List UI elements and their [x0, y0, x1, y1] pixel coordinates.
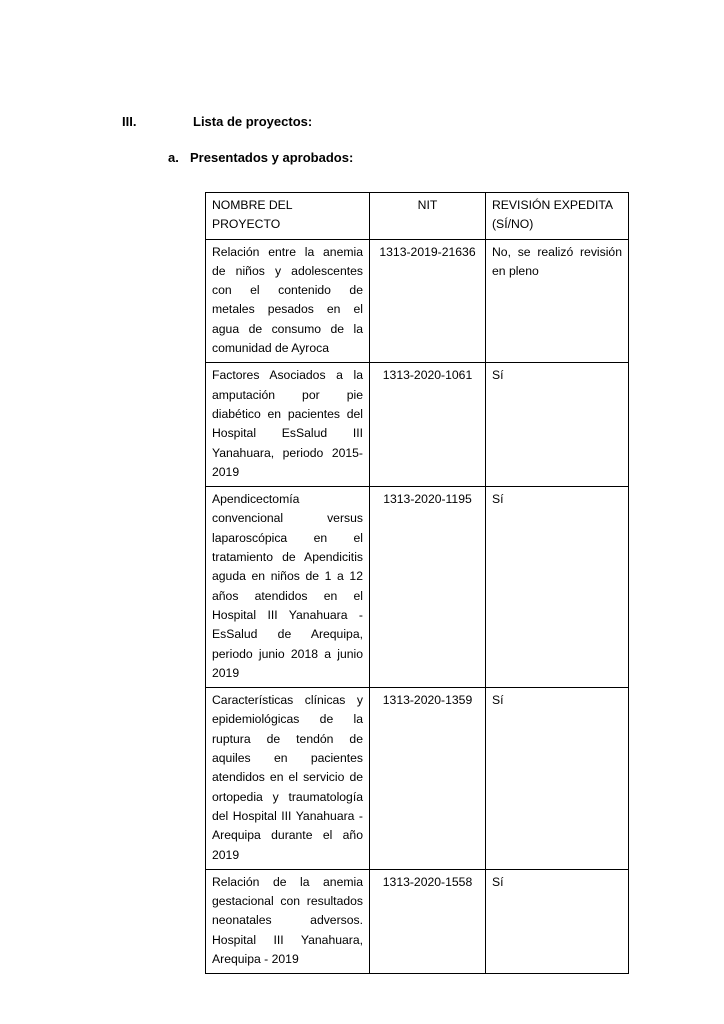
table-row: [206, 363, 629, 487]
section-heading: [122, 114, 312, 129]
project-name-cell: Factores Asociados a la amputación por pie diabético en pacientes del Hospital EsSalud III Yanahuara, periodo 2015-2019: [206, 363, 370, 487]
header-expedited-review: REVISIÓN EXPEDITA (SÍ/NO): [486, 193, 629, 240]
review-cell: Sí: [486, 869, 629, 973]
subsection-title: Presentados y aprobados:: [190, 150, 354, 165]
table-row: [206, 239, 629, 363]
review-cell: Sí: [486, 487, 629, 688]
nit-cell: 1313-2020-1061: [370, 363, 486, 487]
projects-table: [205, 192, 629, 974]
project-name-cell: Relación entre la anemia de niños y adolescentes con el contenido de metales pesados en el agua de consumo de la comunidad de Ayroca: [206, 239, 370, 363]
review-cell: Sí: [486, 363, 629, 487]
project-name-cell: Relación de la anemia gestacional con resultados neonatales adversos. Hospital III Yanahuara, Arequipa - 2019: [206, 869, 370, 973]
table-row: [206, 688, 629, 870]
subsection-letter: a.: [168, 150, 179, 165]
header-project-name: NOMBRE DEL PROYECTO: [206, 193, 370, 240]
nit-cell: 1313-2019-21636: [370, 239, 486, 363]
nit-cell: 1313-2020-1195: [370, 487, 486, 688]
project-name-cell: Apendicectomía convencional versus laparoscópica en el tratamiento de Apendicitis aguda en niños de 1 a 12 años atendidos en el Hospital III Yanahuara - EsSalud de Arequipa, periodo junio 2018 a junio 2019: [206, 487, 370, 688]
nit-cell: 1313-2020-1558: [370, 869, 486, 973]
section-number: III.: [122, 114, 137, 129]
nit-cell: 1313-2020-1359: [370, 688, 486, 870]
header-nit: NIT: [370, 193, 486, 240]
table-row: [206, 487, 629, 688]
review-cell: Sí: [486, 688, 629, 870]
table-row: [206, 869, 629, 973]
subsection-heading: [168, 150, 353, 165]
project-name-cell: Características clínicas y epidemiológicas de la ruptura de tendón de aquiles en pacientes atendidos en el servicio de ortopedia y traumatología del Hospital III Yanahuara - Arequipa durante el año 2019: [206, 688, 370, 870]
table-header-row: [206, 193, 629, 240]
section-title: Lista de proyectos:: [193, 114, 313, 129]
review-cell: No, se realizó revisión en pleno: [486, 239, 629, 363]
